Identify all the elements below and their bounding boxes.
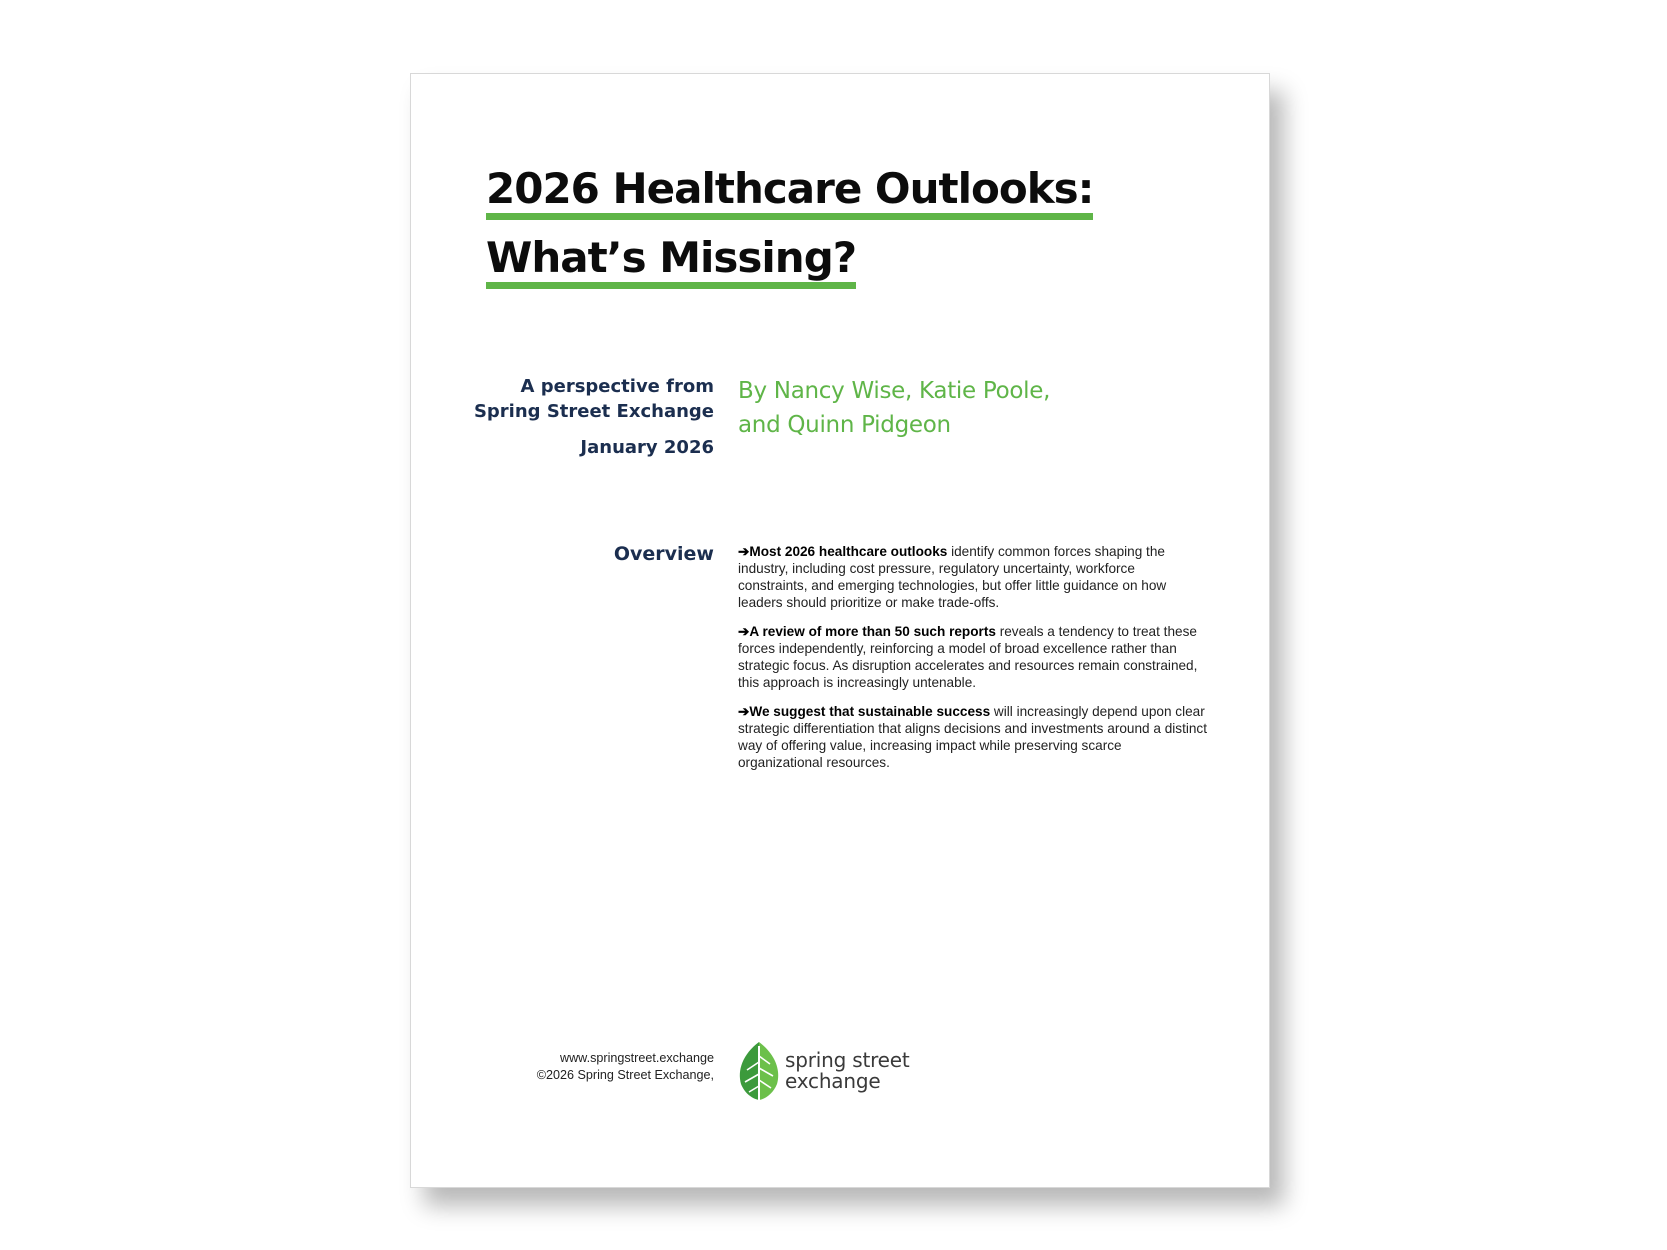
logo-wordmark xyxy=(785,1050,910,1092)
publication-date: January 2026 xyxy=(580,437,714,458)
footer-info xyxy=(454,1050,714,1084)
footer-url: www.springstreet.exchange xyxy=(559,1051,714,1065)
logo-line-1: spring street xyxy=(785,1048,910,1072)
document-page xyxy=(410,73,1270,1188)
logo-line-2: exchange xyxy=(785,1069,881,1093)
leaf-icon xyxy=(737,1040,781,1102)
arrow-right-icon: ➔ xyxy=(738,624,750,639)
arrow-right-icon: ➔ xyxy=(738,704,750,719)
bullet-lead: A review of more than 50 such reports xyxy=(749,624,996,639)
bullet-lead: We suggest that sustainable success xyxy=(749,704,991,719)
overview-bullet xyxy=(738,543,1208,611)
bullet-text: identify common forces shaping the industry, including cost pressure, regulatory uncertainty, workforce constraints, and emerging technologies, but offer little guidance on how leaders should prioritize or make trade-offs. xyxy=(738,544,1167,610)
bullet-text: will increasingly depend upon clear strategic differentiation that aligns decisions and investments around a distinct way of offering value, increasing impact while preserving scarce organizational resources. xyxy=(738,704,1208,770)
bullet-lead: Most 2026 healthcare outlooks xyxy=(749,544,948,559)
authors xyxy=(738,374,1158,442)
overview-heading: Overview xyxy=(613,543,714,565)
authors-line-2: and Quinn Pidgeon xyxy=(738,412,951,438)
perspective-line-2: Spring Street Exchange xyxy=(473,401,714,422)
overview-body xyxy=(738,543,1208,783)
title-line-1: 2026 Healthcare Outlooks: xyxy=(486,165,1093,220)
company-logo xyxy=(737,1040,937,1106)
overview-bullet xyxy=(738,623,1208,691)
bullet-text: reveals a tendency to treat these forces independently, reinforcing a model of broad excellence rather than strategic focus. As disruption accelerates and resources remain constrained, this approach is increasingly untenable. xyxy=(738,624,1198,690)
footer-copyright: ©2026 Spring Street Exchange, xyxy=(536,1068,714,1082)
document-title xyxy=(486,154,1093,292)
authors-line-1: By Nancy Wise, Katie Poole, xyxy=(738,378,1051,404)
arrow-right-icon: ➔ xyxy=(738,544,750,559)
overview-bullet xyxy=(738,703,1208,771)
perspective-line-1: A perspective from xyxy=(520,376,714,397)
title-line-2: What’s Missing? xyxy=(486,234,856,289)
perspective-label xyxy=(454,374,714,424)
